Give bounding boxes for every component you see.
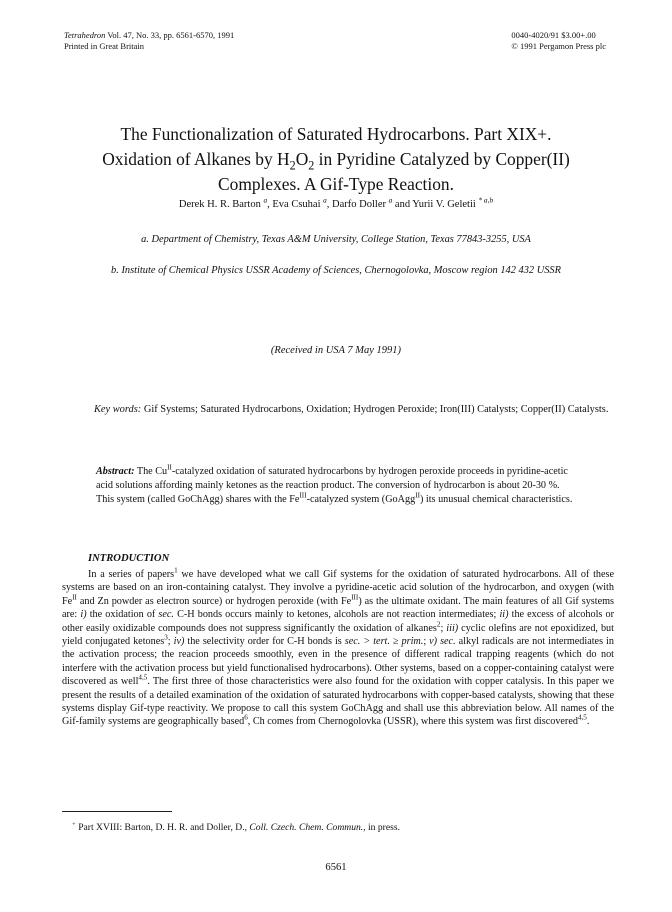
title-line-2: Oxidation of Alkanes by $H_2O_2$ in Pyridine Catalyzed by Copper(II) — [102, 149, 570, 173]
author-list: Derek H. R. Barton $^a$, Eva Csuhai $^a$, Darfo Doller $^a$ and Yurii V. Geletii $^{* a,b}$ — [178, 195, 494, 210]
footnote: + Part XVIII: Barton, D. H. R. and Doller, D., Coll. Czech. Chem. Commun., in press. — [72, 820, 400, 833]
price-code: 0040-4020/91 $3.00+.00 — [511, 30, 596, 40]
section-heading-introduction: INTRODUCTION — [88, 553, 170, 564]
keywords-label: Key words: — [94, 404, 142, 415]
abstract: Abstract: The $Cu^{II}$-catalyzed oxidation of saturated hydrocarbons by hydrogen peroxide proceeds in pyridine-acetic acid solutions affording mainly ketones as the reaction product. The conversion of hydrocarbon is about 20-30 %. This system (called GoChAgg) shares with the $Fe^{III}$-catalyzed system (GoAgg$^{II}$) its unusual chemical characteristics. — [96, 463, 573, 505]
affiliation-b: b. Institute of Chemical Physics USSR Academy of Sciences, Chernogolovka, Moscow region 142 432 USSR — [111, 265, 561, 276]
introduction-paragraph: In a series of papers$^1$ we have developed what we call Gif systems for the oxidation of saturated hydrocarbons. All of these systems are based on an iron-containing catalyst. They involve a pyridine-acetic acid solution of the hydrocarbon, and oxygen (with $Fe^{II}$ and Zn powder as electron source) or hydrogen peroxide (with $Fe^{III}$) as the ultimate oxidant. The main features of all Gif systems are: i) the oxidation of sec. C-H bonds occurs mainly to ketones, alcohols are not reaction intermediates; ii) the excess of alcohols or other easily oxidizable compounds does not suppress significantly the oxidation of alkanes$^2$; iii) cyclic olefins are not epoxidized, but yield conjugated ketones$^3$; iv) the selectivity order for C-H bonds is sec. > tert. ≥ prim.; v) sec. alkyl radicals are not intermediates in the activation process; the reacion proceeds smoothly, even in the presence of different radical trapping reagents (which do not interfere with the activation process but yield functionalised hydrocarbons). Other systems, based on a copper-containing catalyst were discovered as well$^{4,5}$. The first three of those characteristics were also found for the oxidation with copper catalysis. In this paper we present the results of a detailed examination of the oxidation of saturated hydrocarbons with copper-based catalysts, showing that these systems display Gif-type reactivity. We propose to call this system GoChAgg and shall use this abbreviation below. All names of the Gif-family systems are geographically based$^6$, Ch comes from Chernogolovka (USSR), where this system was first discovered$^{4,5}$. — [62, 566, 614, 728]
volume-info: Vol. 47, No. 33, pp. 6561-6570, 1991 — [107, 30, 235, 40]
affiliation-a: a. Department of Chemistry, Texas A&M University, College Station, Texas 77843-3255, USA — [141, 234, 531, 245]
footnote-divider — [62, 811, 172, 812]
journal-name: Tetrahedron — [64, 30, 106, 40]
publisher-header — [511, 30, 606, 52]
article-title — [40, 122, 632, 197]
page-number: 6561 — [325, 862, 347, 873]
keywords: Key words: Gif Systems; Saturated Hydrocarbons, Oxidation; Hydrogen Peroxide; Iron(III) Catalysts; Copper(II) Catalysts. — [94, 404, 609, 415]
title-line-3: Complexes. A Gif-Type Reaction. — [218, 174, 454, 194]
journal-header — [64, 30, 234, 52]
abstract-label: Abstract: — [96, 466, 135, 477]
title-line-1: The Functionalization of Saturated Hydrocarbons. Part XIX+. — [120, 124, 552, 144]
copyright: © 1991 Pergamon Press plc — [511, 41, 606, 51]
received-date: (Received in USA 7 May 1991) — [270, 345, 402, 356]
printed-note: Printed in Great Britain — [64, 41, 145, 51]
